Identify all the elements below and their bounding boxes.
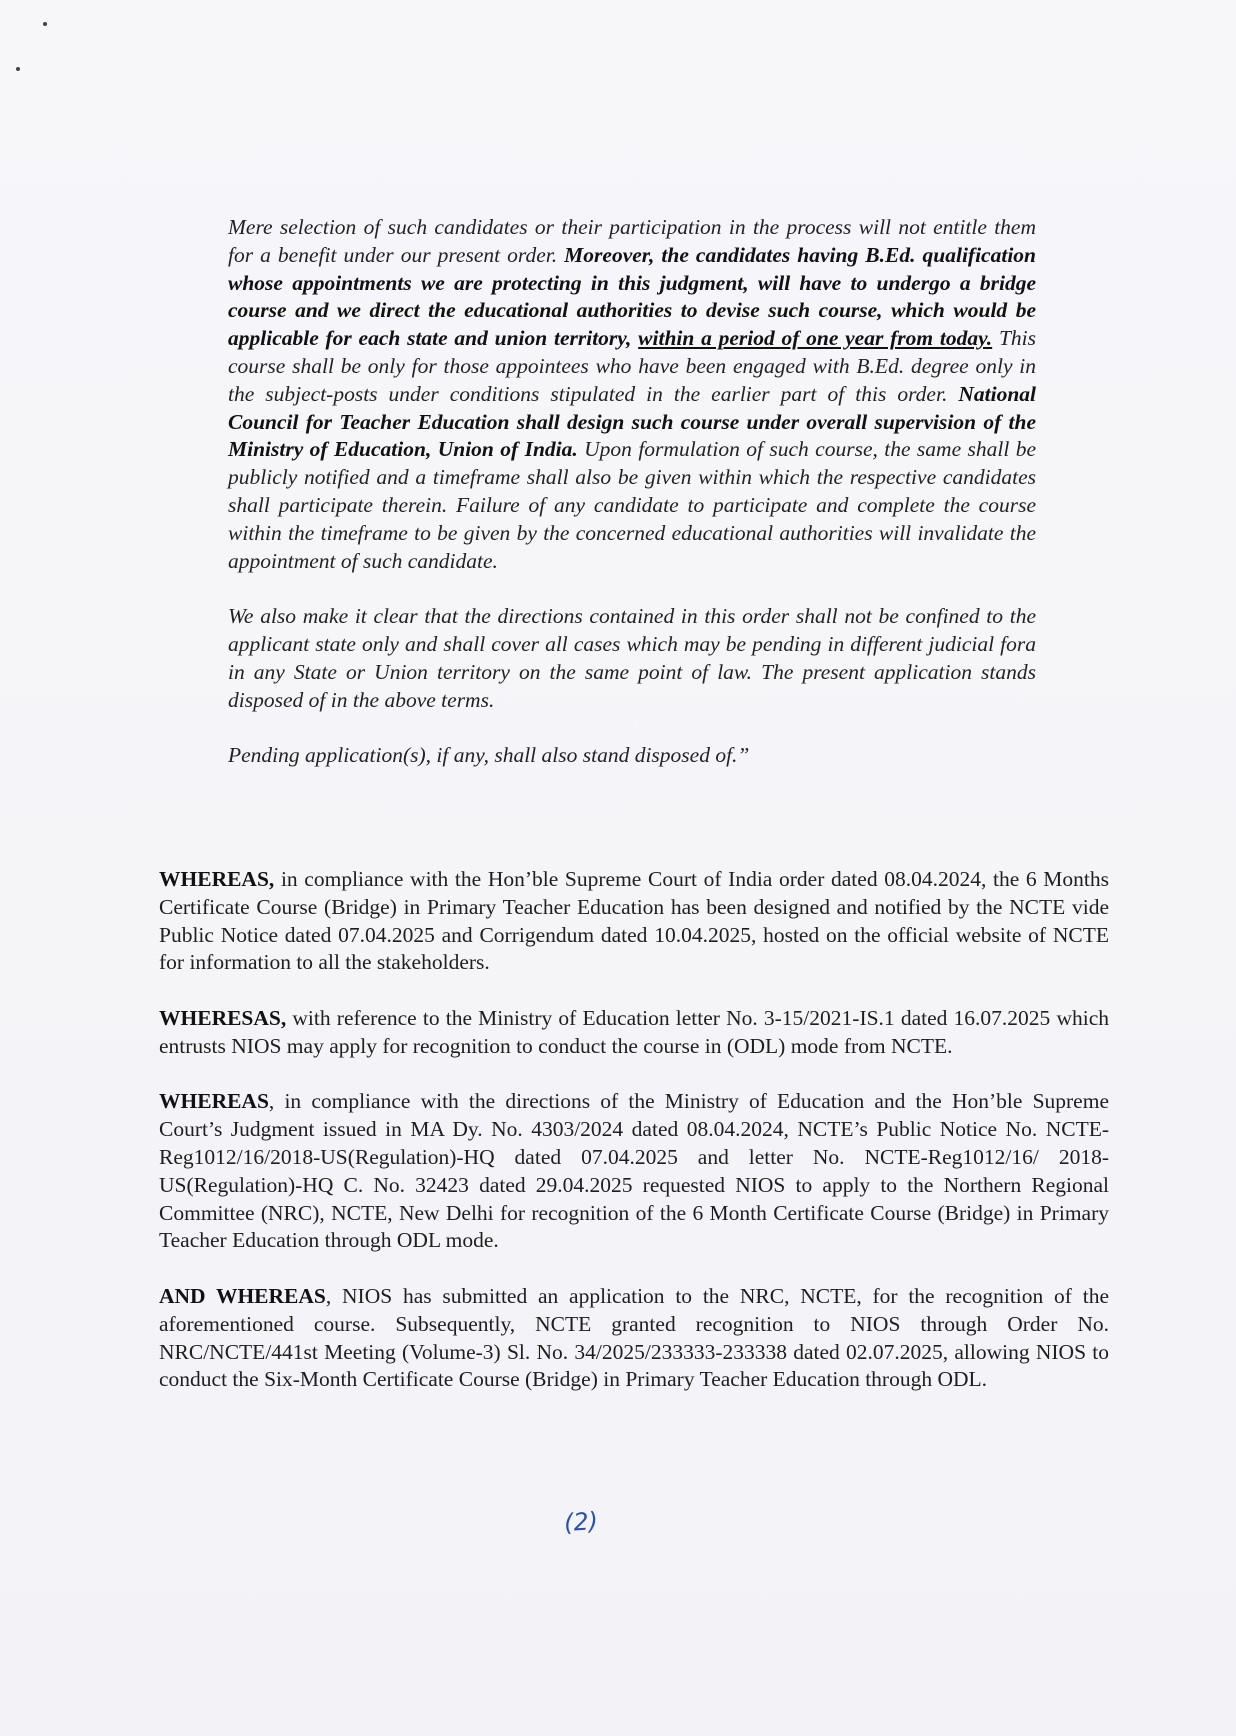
quote-text: Upon formulation of such course, the same shall be publicly notified and a timeframe shall also be given within which the respective candidates shall participate therein. Failure of any candidate to participate and complete the course within the timeframe to be given by the concerned educational authorities will invalidate the appointment of such candidate. <box>228 437 1037 573</box>
quote-bold-text: Moreover, the candidates having B.Ed. qualification whose appointments we are protecting in this judgment, will have to undergo a bridge course and we direct the educational authorities to devise such course, which would be applicable for each state and union territory, <box>228 242 1036 351</box>
quote-bold-text: National Council for Teacher Education shall design such course under overall supervision of the Ministry of Education, Union of India. <box>228 381 1036 462</box>
clause-lead: WHEREAS <box>159 1089 269 1114</box>
quote-text: Mere selection of such candidates or their participation in the process will not entitle them for a benefit under our present order. <box>228 215 1036 267</box>
clause-text: with reference to the Ministry of Education letter No. 3-15/2021-IS.1 dated 16.07.2025 which entrusts NIOS may apply for recognition to conduct the course in (ODL) mode from NCTE. <box>159 1005 1109 1058</box>
quote-paragraph-1 <box>228 214 1036 575</box>
whereas-clause-3 <box>159 1088 1109 1255</box>
whereas-clause-2 <box>159 1005 1109 1061</box>
clause-text: , NIOS has submitted an application to the NRC, NCTE, for the recognition of the aforementioned course. Subsequently, NCTE granted recognition to NIOS through Order No. NRC/NCTE/441st Meeting (Volume-3) Sl. No. 34/2025/233333-233338 dated 02.07.2025, allowing NIOS to conduct the Six-Month Certificate Course (Bridge) in Primary Teacher Education through ODL. <box>159 1283 1109 1392</box>
clause-lead: WHEREAS, <box>159 867 275 891</box>
whereas-clauses <box>159 866 1109 1422</box>
clause-lead: AND WHEREAS <box>159 1283 326 1308</box>
quote-text: This course shall be only for those appointees who have been engaged with B.Ed. degree only in the subject-posts under conditions stipulated in the earlier part of this order. <box>228 326 1036 406</box>
scan-speck <box>16 67 20 71</box>
quoted-judgment-excerpt <box>228 214 1036 798</box>
clause-text: in compliance with the Hon’ble Supreme Court of India order dated 08.04.2024, the 6 Months Certificate Course (Bridge) in Primary Teacher Education has been designed and notified by the NCTE vide Public Notice dated 07.04.2025 and Corrigendum dated 10.04.2025, hosted on the official website of NCTE for information to all the stakeholders. <box>159 867 1109 975</box>
deadline-underlined-text: within a period of one year from today. <box>638 326 993 351</box>
handwritten-page-number: (2) <box>563 1506 599 1538</box>
quote-bold-underlined <box>638 326 992 350</box>
whereas-clause-4 <box>159 1283 1109 1394</box>
clause-text: , in compliance with the directions of the Ministry of Education and the Hon’ble Supreme Court’s Judgment issued in MA Dy. No. 4303/2024 dated 08.04.2024, NCTE’s Public Notice No. NCTE-Reg1012/16/2018-US(Regulation)-HQ dated 07.04.2025 and letter No. NCTE-Reg1012/16/ 2018-US(Regulation)-HQ C. No. 32423 dated 29.04.2025 requested NIOS to apply to the Northern Regional Committee (NRC), NCTE, New Delhi for recognition of the 6 Month Certificate Course (Bridge) in Primary Teacher Education through ODL mode. <box>159 1089 1109 1253</box>
quote-paragraph-3: Pending application(s), if any, shall also stand disposed of.” <box>228 743 750 768</box>
quote-paragraph-2: We also make it clear that the directions contained in this order shall not be confined to the applicant state only and shall cover all cases which may be pending in different judicial fora in any State or Union territory on the same point of law. The present application stands disposed of in the above terms. <box>228 604 1036 712</box>
scan-speck <box>43 22 47 26</box>
clause-lead: WHERESAS, <box>159 1005 287 1030</box>
whereas-clause-1 <box>159 866 1109 977</box>
